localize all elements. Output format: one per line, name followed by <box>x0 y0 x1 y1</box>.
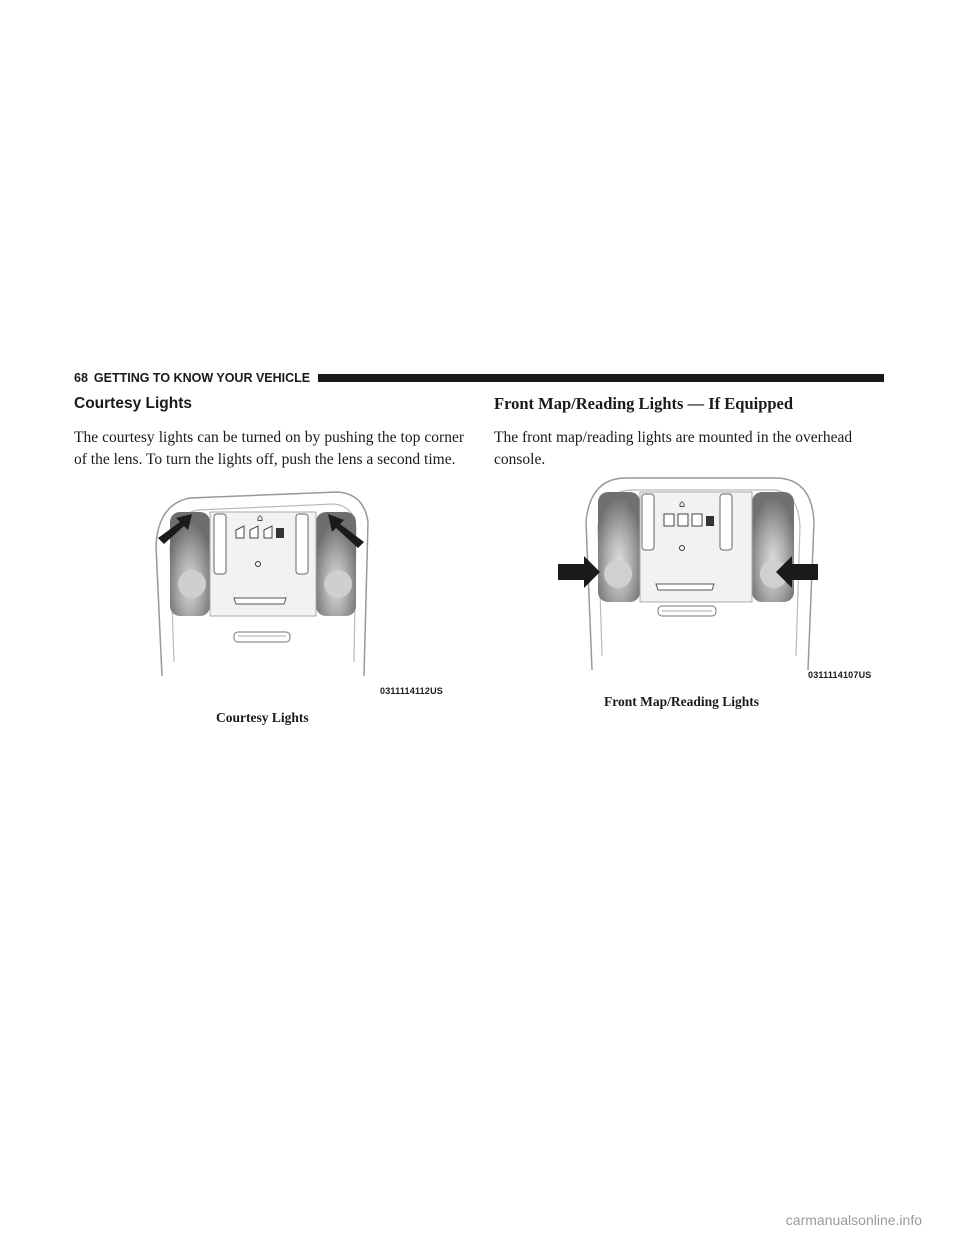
courtesy-lights-figure-code: 0311114112US <box>380 686 443 696</box>
map-reading-lights-caption: Front Map/Reading Lights <box>604 694 760 709</box>
map-reading-lights-body: The front map/reading lights are mounted in the overhead console. <box>494 429 853 468</box>
courtesy-lights-caption: Courtesy Lights <box>216 710 309 725</box>
svg-text:⌂: ⌂ <box>678 499 686 510</box>
map-reading-lights-heading: Front Map/Reading Lights — If Equipped <box>494 394 794 413</box>
courtesy-lights-illustration <box>150 486 470 686</box>
header-rule <box>318 374 884 382</box>
map-reading-lights-section <box>494 394 884 471</box>
map-reading-lights-figure-code: 0311114107US <box>808 670 872 680</box>
page-header <box>74 370 884 386</box>
courtesy-lights-heading: Courtesy Lights <box>74 395 192 412</box>
map-reading-lights-illustration <box>556 472 882 682</box>
section-title: GETTING TO KNOW YOUR VEHICLE <box>93 371 311 385</box>
watermark: carmanualsonline.info <box>785 1212 922 1228</box>
page-number: 68 <box>74 371 88 385</box>
svg-text:⌂: ⌂ <box>256 513 264 524</box>
courtesy-lights-section <box>74 394 464 471</box>
courtesy-lights-body: The courtesy lights can be turned on by pushing the top corner of the lens. To turn the lights off, push the lens a second time. <box>74 429 464 468</box>
